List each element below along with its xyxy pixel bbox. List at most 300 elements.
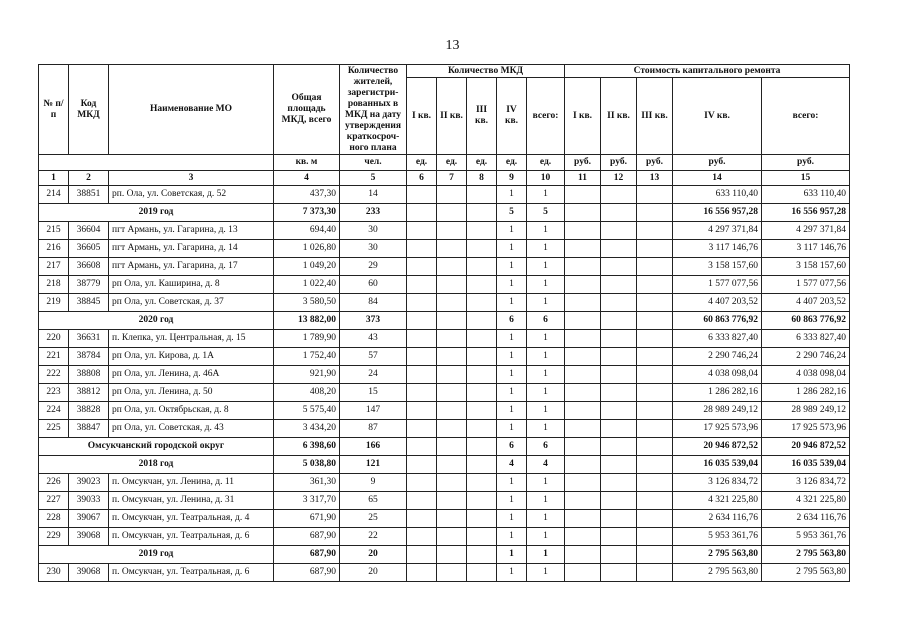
residents-cell: 30 bbox=[340, 222, 407, 240]
count-total-cell: 1 bbox=[527, 258, 565, 276]
row-number: 224 bbox=[39, 402, 69, 420]
area-cell: 687,90 bbox=[274, 564, 340, 582]
count-q4-cell: 1 bbox=[497, 240, 527, 258]
cost-q3-cell bbox=[637, 240, 673, 258]
address-cell: п. Омсукчан, ул. Театральная, д. 6 bbox=[109, 528, 274, 546]
cost-q3-cell bbox=[637, 366, 673, 384]
building-code: 36631 bbox=[69, 330, 109, 348]
count-total-cell: 1 bbox=[527, 294, 565, 312]
address-cell: пгт Армань, ул. Гагарина, д. 17 bbox=[109, 258, 274, 276]
row-number: 230 bbox=[39, 564, 69, 582]
building-code: 39067 bbox=[69, 510, 109, 528]
summary-row bbox=[39, 546, 850, 564]
cost-q3-cell bbox=[637, 204, 673, 222]
col-number: 5 bbox=[340, 171, 407, 186]
cost-q1-cell bbox=[565, 222, 601, 240]
count-q3-cell bbox=[467, 258, 497, 276]
residents-cell: 20 bbox=[340, 564, 407, 582]
cost-q4-cell: 1 286 282,16 bbox=[673, 384, 762, 402]
cost-q1-cell bbox=[565, 564, 601, 582]
count-q2-cell bbox=[437, 528, 467, 546]
count-total-cell: 1 bbox=[527, 384, 565, 402]
cost-q1-cell bbox=[565, 348, 601, 366]
count-q3-cell bbox=[467, 384, 497, 402]
unit-cell: руб. bbox=[673, 155, 762, 171]
count-q4-cell: 1 bbox=[497, 492, 527, 510]
cost-q3-cell bbox=[637, 276, 673, 294]
count-q1-cell bbox=[407, 204, 437, 222]
cost-total-cell: 60 863 776,92 bbox=[762, 312, 850, 330]
residents-cell: 24 bbox=[340, 366, 407, 384]
header-name: Наименование МО bbox=[109, 65, 274, 155]
count-q1-cell bbox=[407, 474, 437, 492]
count-q3-cell bbox=[467, 276, 497, 294]
col-number: 6 bbox=[407, 171, 437, 186]
count-q3-cell bbox=[467, 186, 497, 204]
cost-q4-cell: 3 126 834,72 bbox=[673, 474, 762, 492]
cost-q2-cell bbox=[601, 420, 637, 438]
building-code: 38779 bbox=[69, 276, 109, 294]
area-cell: 3 434,20 bbox=[274, 420, 340, 438]
count-total-cell: 1 bbox=[527, 186, 565, 204]
cost-q4-cell: 28 989 249,12 bbox=[673, 402, 762, 420]
cost-q1-cell bbox=[565, 384, 601, 402]
address-cell: рп. Ола, ул. Советская, д. 52 bbox=[109, 186, 274, 204]
count-q1-cell bbox=[407, 510, 437, 528]
cost-q2-cell bbox=[601, 438, 637, 456]
header-cost-q3: III кв. bbox=[637, 78, 673, 155]
count-q4-cell: 6 bbox=[497, 312, 527, 330]
count-q3-cell bbox=[467, 402, 497, 420]
cost-total-cell: 2 795 563,80 bbox=[762, 564, 850, 582]
cost-q1-cell bbox=[565, 474, 601, 492]
residents-cell: 121 bbox=[340, 456, 407, 474]
summary-label: 2020 год bbox=[39, 312, 274, 330]
cost-total-cell: 4 321 225,80 bbox=[762, 492, 850, 510]
cost-q1-cell bbox=[565, 258, 601, 276]
cost-q2-cell bbox=[601, 312, 637, 330]
unit-cell: руб. bbox=[762, 155, 850, 171]
unit-cell: ед. bbox=[527, 155, 565, 171]
count-q4-cell: 1 bbox=[497, 510, 527, 528]
header-count-q3: III кв. bbox=[467, 78, 497, 155]
area-cell: 361,30 bbox=[274, 474, 340, 492]
area-cell: 671,90 bbox=[274, 510, 340, 528]
cost-q2-cell bbox=[601, 348, 637, 366]
building-code: 39068 bbox=[69, 564, 109, 582]
count-q2-cell bbox=[437, 438, 467, 456]
count-total-cell: 4 bbox=[527, 456, 565, 474]
cost-total-cell: 3 126 834,72 bbox=[762, 474, 850, 492]
area-cell: 1 789,90 bbox=[274, 330, 340, 348]
cost-q2-cell bbox=[601, 366, 637, 384]
count-q1-cell bbox=[407, 240, 437, 258]
unit-cell: чел. bbox=[340, 155, 407, 171]
count-q1-cell bbox=[407, 258, 437, 276]
cost-q2-cell bbox=[601, 492, 637, 510]
address-cell: рп Ола, ул. Советская, д. 43 bbox=[109, 420, 274, 438]
unit-cell: руб. bbox=[565, 155, 601, 171]
cost-q3-cell bbox=[637, 312, 673, 330]
count-q4-cell: 1 bbox=[497, 474, 527, 492]
summary-label: Омсукчанский городской округ bbox=[39, 438, 274, 456]
residents-cell: 373 bbox=[340, 312, 407, 330]
cost-q4-cell: 20 946 872,52 bbox=[673, 438, 762, 456]
address-cell: рп Ола, ул. Ленина, д. 46А bbox=[109, 366, 274, 384]
residents-cell: 20 bbox=[340, 546, 407, 564]
row-number: 214 bbox=[39, 186, 69, 204]
cost-q4-cell: 633 110,40 bbox=[673, 186, 762, 204]
cost-q4-cell: 16 035 539,04 bbox=[673, 456, 762, 474]
building-code: 39033 bbox=[69, 492, 109, 510]
col-number: 2 bbox=[69, 171, 109, 186]
col-number: 15 bbox=[762, 171, 850, 186]
cost-q2-cell bbox=[601, 330, 637, 348]
units-row bbox=[39, 155, 850, 171]
count-q1-cell bbox=[407, 492, 437, 510]
count-q3-cell bbox=[467, 240, 497, 258]
residents-cell: 22 bbox=[340, 528, 407, 546]
residents-cell: 15 bbox=[340, 384, 407, 402]
cost-total-cell: 16 035 539,04 bbox=[762, 456, 850, 474]
count-q2-cell bbox=[437, 492, 467, 510]
area-cell: 1 026,80 bbox=[274, 240, 340, 258]
cost-q3-cell bbox=[637, 186, 673, 204]
header-residents: Количество жителей, зарегистри-рованных в МКД на дату утверждения краткосроч-ного плана bbox=[340, 65, 407, 155]
count-q1-cell bbox=[407, 420, 437, 438]
summary-row bbox=[39, 204, 850, 222]
count-q4-cell: 1 bbox=[497, 564, 527, 582]
row-number: 225 bbox=[39, 420, 69, 438]
count-q1-cell bbox=[407, 330, 437, 348]
cost-q1-cell bbox=[565, 294, 601, 312]
cost-q2-cell bbox=[601, 528, 637, 546]
table-row bbox=[39, 348, 850, 366]
count-q4-cell: 1 bbox=[497, 330, 527, 348]
count-q2-cell bbox=[437, 456, 467, 474]
cost-q4-cell: 17 925 573,96 bbox=[673, 420, 762, 438]
count-q3-cell bbox=[467, 222, 497, 240]
row-number: 222 bbox=[39, 366, 69, 384]
cost-q1-cell bbox=[565, 204, 601, 222]
count-q2-cell bbox=[437, 546, 467, 564]
area-cell: 6 398,60 bbox=[274, 438, 340, 456]
residents-cell: 60 bbox=[340, 276, 407, 294]
cost-q1-cell bbox=[565, 546, 601, 564]
cost-q4-cell: 4 321 225,80 bbox=[673, 492, 762, 510]
cost-q3-cell bbox=[637, 402, 673, 420]
building-code: 38808 bbox=[69, 366, 109, 384]
row-number: 226 bbox=[39, 474, 69, 492]
residents-cell: 25 bbox=[340, 510, 407, 528]
cost-q2-cell bbox=[601, 276, 637, 294]
row-number: 220 bbox=[39, 330, 69, 348]
cost-total-cell: 2 290 746,24 bbox=[762, 348, 850, 366]
cost-q4-cell: 1 577 077,56 bbox=[673, 276, 762, 294]
summary-row bbox=[39, 312, 850, 330]
cost-q4-cell: 4 038 098,04 bbox=[673, 366, 762, 384]
row-number: 215 bbox=[39, 222, 69, 240]
unit-cell: руб. bbox=[637, 155, 673, 171]
cost-q2-cell bbox=[601, 204, 637, 222]
residents-cell: 84 bbox=[340, 294, 407, 312]
count-q1-cell bbox=[407, 222, 437, 240]
count-q4-cell: 1 bbox=[497, 528, 527, 546]
area-cell: 1 049,20 bbox=[274, 258, 340, 276]
cost-q1-cell bbox=[565, 456, 601, 474]
count-total-cell: 1 bbox=[527, 474, 565, 492]
count-total-cell: 1 bbox=[527, 528, 565, 546]
cost-q2-cell bbox=[601, 402, 637, 420]
cost-total-cell: 4 297 371,84 bbox=[762, 222, 850, 240]
cost-q4-cell: 2 795 563,80 bbox=[673, 546, 762, 564]
unit-cell: ед. bbox=[497, 155, 527, 171]
area-cell: 921,90 bbox=[274, 366, 340, 384]
cost-q4-cell: 2 634 116,76 bbox=[673, 510, 762, 528]
area-cell: 1 752,40 bbox=[274, 348, 340, 366]
address-cell: рп Ола, ул. Октябрьская, д. 8 bbox=[109, 402, 274, 420]
address-cell: п. Клепка, ул. Центральная, д. 15 bbox=[109, 330, 274, 348]
cost-q4-cell: 3 158 157,60 bbox=[673, 258, 762, 276]
count-q2-cell bbox=[437, 510, 467, 528]
count-q2-cell bbox=[437, 222, 467, 240]
count-q2-cell bbox=[437, 294, 467, 312]
building-code: 38828 bbox=[69, 402, 109, 420]
cost-q4-cell: 4 407 203,52 bbox=[673, 294, 762, 312]
count-q1-cell bbox=[407, 366, 437, 384]
table-row bbox=[39, 474, 850, 492]
row-number: 216 bbox=[39, 240, 69, 258]
address-cell: п. Омсукчан, ул. Ленина, д. 11 bbox=[109, 474, 274, 492]
cost-total-cell: 6 333 827,40 bbox=[762, 330, 850, 348]
count-q2-cell bbox=[437, 366, 467, 384]
summary-label: 2018 год bbox=[39, 456, 274, 474]
row-number: 218 bbox=[39, 276, 69, 294]
count-q4-cell: 1 bbox=[497, 222, 527, 240]
col-number: 12 bbox=[601, 171, 637, 186]
count-q2-cell bbox=[437, 348, 467, 366]
count-q3-cell bbox=[467, 510, 497, 528]
count-q2-cell bbox=[437, 564, 467, 582]
cost-total-cell: 4 407 203,52 bbox=[762, 294, 850, 312]
residents-cell: 65 bbox=[340, 492, 407, 510]
count-total-cell: 1 bbox=[527, 366, 565, 384]
table-row bbox=[39, 276, 850, 294]
address-cell: рп Ола, ул. Ленина, д. 50 bbox=[109, 384, 274, 402]
column-numbers-row bbox=[39, 171, 850, 186]
count-total-cell: 1 bbox=[527, 330, 565, 348]
col-number: 9 bbox=[497, 171, 527, 186]
address-cell: рп Ола, ул. Советская, д. 37 bbox=[109, 294, 274, 312]
count-q4-cell: 1 bbox=[497, 402, 527, 420]
cost-q2-cell bbox=[601, 474, 637, 492]
table-row bbox=[39, 492, 850, 510]
cost-q3-cell bbox=[637, 384, 673, 402]
address-cell: пгт Армань, ул. Гагарина, д. 14 bbox=[109, 240, 274, 258]
header-area: Общая площадь МКД, всего bbox=[274, 65, 340, 155]
count-q3-cell bbox=[467, 564, 497, 582]
cost-total-cell: 20 946 872,52 bbox=[762, 438, 850, 456]
row-number: 219 bbox=[39, 294, 69, 312]
count-q1-cell bbox=[407, 312, 437, 330]
cost-q1-cell bbox=[565, 312, 601, 330]
count-q2-cell bbox=[437, 258, 467, 276]
row-number: 223 bbox=[39, 384, 69, 402]
count-q3-cell bbox=[467, 546, 497, 564]
building-code: 36605 bbox=[69, 240, 109, 258]
cost-q2-cell bbox=[601, 240, 637, 258]
summary-row bbox=[39, 456, 850, 474]
area-cell: 5 038,80 bbox=[274, 456, 340, 474]
building-code: 38851 bbox=[69, 186, 109, 204]
cost-q3-cell bbox=[637, 348, 673, 366]
header-count-q4: IV кв. bbox=[497, 78, 527, 155]
cost-q4-cell: 4 297 371,84 bbox=[673, 222, 762, 240]
count-total-cell: 6 bbox=[527, 312, 565, 330]
count-q2-cell bbox=[437, 186, 467, 204]
residents-cell: 29 bbox=[340, 258, 407, 276]
cost-total-cell: 3 158 157,60 bbox=[762, 258, 850, 276]
page-number: 13 bbox=[445, 38, 460, 53]
count-q1-cell bbox=[407, 294, 437, 312]
area-cell: 694,40 bbox=[274, 222, 340, 240]
cost-q4-cell: 6 333 827,40 bbox=[673, 330, 762, 348]
row-number: 227 bbox=[39, 492, 69, 510]
count-q2-cell bbox=[437, 276, 467, 294]
count-total-cell: 1 bbox=[527, 420, 565, 438]
area-cell: 1 022,40 bbox=[274, 276, 340, 294]
cost-q3-cell bbox=[637, 510, 673, 528]
residents-cell: 233 bbox=[340, 204, 407, 222]
col-number: 1 bbox=[39, 171, 69, 186]
count-total-cell: 1 bbox=[527, 492, 565, 510]
row-number: 229 bbox=[39, 528, 69, 546]
building-code: 36604 bbox=[69, 222, 109, 240]
count-q2-cell bbox=[437, 312, 467, 330]
count-q4-cell: 1 bbox=[497, 546, 527, 564]
unit-cell: ед. bbox=[407, 155, 437, 171]
col-number: 14 bbox=[673, 171, 762, 186]
cost-q1-cell bbox=[565, 420, 601, 438]
cost-q3-cell bbox=[637, 456, 673, 474]
header-num: № п/п bbox=[39, 65, 69, 155]
area-cell: 437,30 bbox=[274, 186, 340, 204]
cost-q1-cell bbox=[565, 186, 601, 204]
table-row bbox=[39, 402, 850, 420]
count-q3-cell bbox=[467, 528, 497, 546]
count-q3-cell bbox=[467, 312, 497, 330]
cost-q4-cell: 60 863 776,92 bbox=[673, 312, 762, 330]
cost-total-cell: 1 577 077,56 bbox=[762, 276, 850, 294]
count-q1-cell bbox=[407, 528, 437, 546]
header-cost-group: Стоимость капитального ремонта bbox=[565, 65, 850, 78]
cost-q2-cell bbox=[601, 510, 637, 528]
cost-q4-cell: 5 953 361,76 bbox=[673, 528, 762, 546]
count-q3-cell bbox=[467, 204, 497, 222]
count-total-cell: 1 bbox=[527, 510, 565, 528]
count-total-cell: 1 bbox=[527, 546, 565, 564]
residents-cell: 43 bbox=[340, 330, 407, 348]
table-row bbox=[39, 528, 850, 546]
count-q3-cell bbox=[467, 456, 497, 474]
building-code: 38847 bbox=[69, 420, 109, 438]
count-q2-cell bbox=[437, 240, 467, 258]
table-row bbox=[39, 510, 850, 528]
count-q4-cell: 4 bbox=[497, 456, 527, 474]
count-q3-cell bbox=[467, 366, 497, 384]
cost-q2-cell bbox=[601, 222, 637, 240]
header-count-q2: II кв. bbox=[437, 78, 467, 155]
col-number: 4 bbox=[274, 171, 340, 186]
unit-cell: руб. bbox=[601, 155, 637, 171]
building-code: 38812 bbox=[69, 384, 109, 402]
count-q1-cell bbox=[407, 384, 437, 402]
area-cell: 7 373,30 bbox=[274, 204, 340, 222]
count-q4-cell: 1 bbox=[497, 420, 527, 438]
cost-q1-cell bbox=[565, 438, 601, 456]
cost-q3-cell bbox=[637, 420, 673, 438]
unit-cell: ед. bbox=[467, 155, 497, 171]
residents-cell: 30 bbox=[340, 240, 407, 258]
address-cell: п. Омсукчан, ул. Ленина, д. 31 bbox=[109, 492, 274, 510]
cost-q1-cell bbox=[565, 240, 601, 258]
count-q4-cell: 6 bbox=[497, 438, 527, 456]
table-row bbox=[39, 366, 850, 384]
col-number: 8 bbox=[467, 171, 497, 186]
count-q1-cell bbox=[407, 348, 437, 366]
count-q3-cell bbox=[467, 492, 497, 510]
residents-cell: 14 bbox=[340, 186, 407, 204]
col-number: 3 bbox=[109, 171, 274, 186]
cost-q4-cell: 2 290 746,24 bbox=[673, 348, 762, 366]
building-code: 38784 bbox=[69, 348, 109, 366]
residents-cell: 9 bbox=[340, 474, 407, 492]
header-code: Код МКД bbox=[69, 65, 109, 155]
cost-q3-cell bbox=[637, 294, 673, 312]
count-q1-cell bbox=[407, 564, 437, 582]
count-q3-cell bbox=[467, 330, 497, 348]
cost-q2-cell bbox=[601, 258, 637, 276]
cost-q2-cell bbox=[601, 186, 637, 204]
cost-q1-cell bbox=[565, 528, 601, 546]
count-q4-cell: 1 bbox=[497, 186, 527, 204]
cost-q1-cell bbox=[565, 492, 601, 510]
cost-total-cell: 2 634 116,76 bbox=[762, 510, 850, 528]
count-q4-cell: 5 bbox=[497, 204, 527, 222]
residents-cell: 147 bbox=[340, 402, 407, 420]
table-row bbox=[39, 240, 850, 258]
cost-q3-cell bbox=[637, 438, 673, 456]
header-count-group: Количество МКД bbox=[407, 65, 565, 78]
count-q4-cell: 1 bbox=[497, 294, 527, 312]
table-row bbox=[39, 384, 850, 402]
table-row bbox=[39, 186, 850, 204]
count-q4-cell: 1 bbox=[497, 384, 527, 402]
count-q1-cell bbox=[407, 456, 437, 474]
count-total-cell: 1 bbox=[527, 222, 565, 240]
row-number: 217 bbox=[39, 258, 69, 276]
table-row bbox=[39, 258, 850, 276]
building-code: 39023 bbox=[69, 474, 109, 492]
area-cell: 687,90 bbox=[274, 528, 340, 546]
area-cell: 3 317,70 bbox=[274, 492, 340, 510]
cost-total-cell: 2 795 563,80 bbox=[762, 546, 850, 564]
count-q2-cell bbox=[437, 330, 467, 348]
count-q3-cell bbox=[467, 294, 497, 312]
unit-cell: ед. bbox=[437, 155, 467, 171]
count-q1-cell bbox=[407, 546, 437, 564]
count-q3-cell bbox=[467, 348, 497, 366]
